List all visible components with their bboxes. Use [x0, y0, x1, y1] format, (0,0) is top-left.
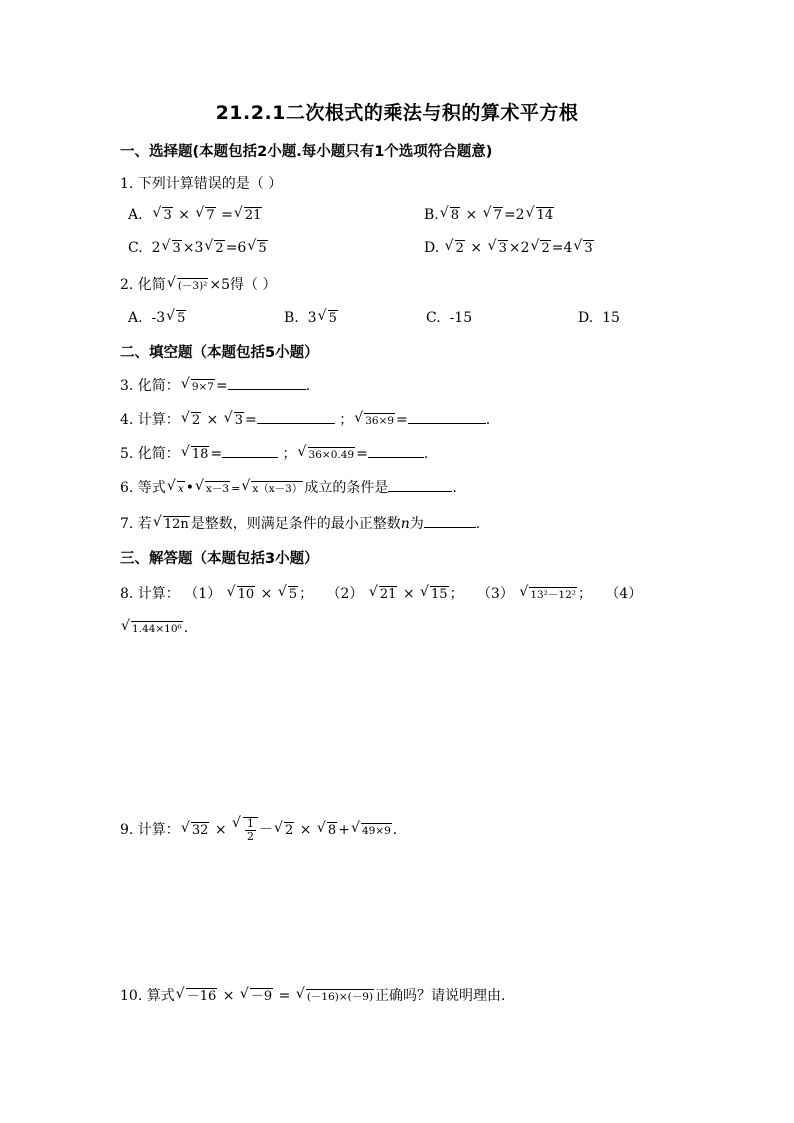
radical: √ x－3: [196, 480, 230, 497]
radical: [233, 817, 258, 843]
section-heading-answer: 三、解答题（本题包括3小题）: [120, 551, 319, 567]
section-heading-fill: 二、填空题（本题包括5小题）: [120, 345, 319, 361]
radical: √ 36×0.49: [299, 446, 356, 463]
answer-blank[interactable]: [257, 411, 335, 424]
answer-blank[interactable]: [368, 445, 424, 458]
fraction: √ $\frac{1}{2}$: [247, 817, 254, 843]
radical: √ 1.44×10⁶: [122, 620, 183, 637]
answer-blank[interactable]: [388, 479, 452, 492]
radical: √ 18: [182, 446, 210, 462]
radical: √ 49×9: [352, 822, 392, 839]
radical: √ 3: [574, 240, 593, 256]
q1-option-a: A. √ 3 × √ 7 =√ 21: [128, 207, 263, 223]
radical: √ (－3)²: [168, 277, 209, 294]
q1-option-d: D. √ 2 × √ 3 ×2√ 2 =4√ 3: [424, 240, 595, 256]
radical: √ 5: [167, 310, 186, 326]
radical: √ 3: [163, 240, 182, 256]
radical: √ 2: [205, 240, 224, 256]
answer-blank[interactable]: [222, 445, 278, 458]
radical: √ 7: [196, 207, 215, 223]
radical: √ x（x－3）: [242, 480, 303, 497]
q2-option-c: C. -15: [426, 310, 473, 326]
radical: √ 3: [153, 207, 172, 223]
radical: √ 7: [484, 207, 503, 223]
question-8-part-4: √ 1.44×10⁶ .: [120, 620, 188, 637]
radical: √ 3: [225, 412, 244, 428]
q2-option-d: D. 15: [578, 310, 620, 326]
question-6: 6. 等式√ x •√ x－3 =√ x（x－3） 成立的条件是 .: [120, 477, 457, 497]
radical: √ 2: [446, 240, 465, 256]
radical: √ 21: [370, 586, 398, 602]
radical: √ 13²－12²: [520, 586, 577, 603]
radical: √ 12n: [154, 516, 190, 532]
radical: √ 32: [182, 822, 210, 838]
question-7: 7. 若√ 12n 是整数，则满足条件的最小正整数n为 .: [120, 513, 480, 533]
radical: √ 8: [318, 822, 337, 838]
radical: √ x: [168, 480, 185, 497]
section-heading-choice: 一、选择题(本题包括2小题.每小题只有1个选项符合题意): [120, 144, 493, 160]
question-9: 9. 计算：√ 32 × √ $\frac{1}{2}$ －√ 2 × √ 8 +√ 49×9 .: [120, 817, 397, 843]
radical: √ 10: [228, 586, 256, 602]
radical: √ 2: [275, 822, 294, 838]
radical: √ 2: [182, 412, 201, 428]
question-2-stem: 2. 化简√ (－3)² ×5得（ ）: [120, 274, 277, 294]
q2-option-a: A. -3√ 5: [128, 310, 187, 326]
radical: √ 15: [421, 586, 449, 602]
question-5: 5. 化简：√ 18 = ；√ 36×0.49 = .: [120, 443, 428, 463]
radical: √ 21: [235, 207, 263, 223]
answer-blank[interactable]: [424, 515, 476, 528]
radical: √ 5: [279, 586, 298, 602]
question-4: 4. 计算：√ 2 × √ 3 = ；√ 36×9 = .: [120, 409, 490, 429]
question-3: 3. 化简：√ 9×7 = .: [120, 375, 310, 395]
radical: √ 2: [531, 240, 550, 256]
radical: √ －16: [177, 988, 218, 1004]
radical: √ 5: [319, 310, 338, 326]
q1-option-c: C. 2√ 3 ×3√ 2 =6√ 5: [128, 240, 269, 256]
question-1-stem: 1. 下列计算错误的是（ ）: [120, 176, 283, 192]
radical: √ －9: [241, 988, 273, 1004]
radical: √ 9×7: [182, 378, 215, 395]
answer-blank[interactable]: [228, 377, 306, 390]
radical: √ 8: [441, 207, 460, 223]
question-10: 10. 算式√ －16 × √ －9 = √ (－16)×(－9) 正确吗？请说明理由.: [120, 985, 506, 1005]
q2-option-b: B. 3√ 5: [284, 310, 339, 326]
question-8: 8. 计算： （1） √ 10 × √ 5 ； （2） √ 21 × √ 15 ； （3） √ 13²－12² ； （4）: [120, 583, 642, 603]
answer-blank[interactable]: [408, 411, 486, 424]
q1-option-b: B.√ 8 × √ 7 =2√ 14: [424, 207, 555, 223]
radical: √ 3: [489, 240, 508, 256]
radical: √ (－16)×(－9): [297, 988, 374, 1005]
page-title: 21.2.1二次根式的乘法与积的算术平方根: [215, 102, 579, 124]
radical: √ 5: [248, 240, 267, 256]
radical: √ 36×9: [355, 412, 395, 429]
radical: √ 14: [527, 207, 555, 223]
